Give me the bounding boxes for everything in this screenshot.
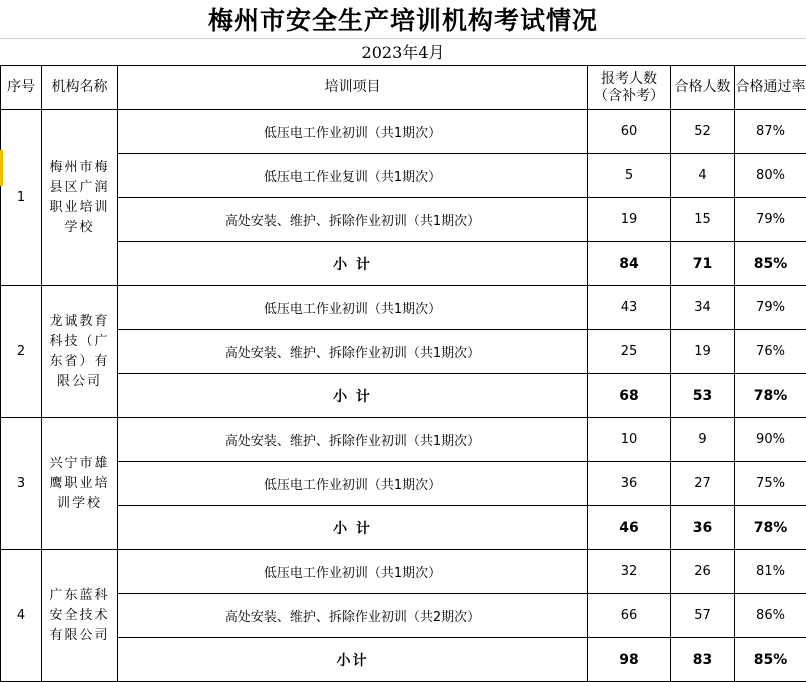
rate-cell: 79% <box>735 286 806 330</box>
subtitle-row <box>0 38 806 65</box>
passed-cell: 9 <box>671 418 735 462</box>
passed-cell: 34 <box>671 286 735 330</box>
subtotal-row <box>1 242 806 286</box>
subtotal-applicants: 84 <box>588 242 671 286</box>
subtotal-passed: 83 <box>671 638 735 682</box>
applicants-cell: 5 <box>588 154 671 198</box>
passed-cell: 15 <box>671 198 735 242</box>
subtotal-row <box>1 638 806 682</box>
table-row <box>1 594 806 638</box>
subtotal-rate: 78% <box>735 506 806 550</box>
table-row <box>1 286 806 330</box>
title-row <box>0 0 806 39</box>
org-name-cell: 广东蓝科安全技术有限公司 <box>42 550 118 682</box>
org-name-cell: 龙诚教育科技（广东省）有限公司 <box>42 286 118 418</box>
rate-cell: 80% <box>735 154 806 198</box>
rate-cell: 76% <box>735 330 806 374</box>
table-row <box>1 418 806 462</box>
exam-table <box>0 65 806 682</box>
program-cell: 低压电工作业初训（共1期次） <box>118 462 588 506</box>
header-org: 机构名称 <box>42 66 118 110</box>
applicants-cell: 25 <box>588 330 671 374</box>
program-cell: 高处安装、维护、拆除作业初训（共1期次） <box>118 198 588 242</box>
subtotal-passed: 36 <box>671 506 735 550</box>
passed-cell: 4 <box>671 154 735 198</box>
subtotal-row <box>1 506 806 550</box>
subtotal-label: 小 计 <box>118 242 588 286</box>
subtotal-rate: 78% <box>735 374 806 418</box>
passed-cell: 19 <box>671 330 735 374</box>
header-pass-rate: 合格通过率 <box>735 66 806 110</box>
program-cell: 低压电工作业复训（共1期次） <box>118 154 588 198</box>
table-row <box>1 462 806 506</box>
subtotal-applicants: 98 <box>588 638 671 682</box>
passed-cell: 57 <box>671 594 735 638</box>
subtotal-row <box>1 374 806 418</box>
applicants-cell: 66 <box>588 594 671 638</box>
report-date: 2023年4月 <box>362 40 445 63</box>
rate-cell: 81% <box>735 550 806 594</box>
applicants-cell: 32 <box>588 550 671 594</box>
rate-cell: 90% <box>735 418 806 462</box>
header-program: 培训项目 <box>118 66 588 110</box>
passed-cell: 26 <box>671 550 735 594</box>
page-title: 梅州市安全生产培训机构考试情况 <box>208 1 598 37</box>
rate-cell: 86% <box>735 594 806 638</box>
table-row <box>1 154 806 198</box>
table-row <box>1 550 806 594</box>
subtotal-rate: 85% <box>735 242 806 286</box>
subtotal-label: 小计 <box>118 638 588 682</box>
applicants-cell: 10 <box>588 418 671 462</box>
program-cell: 低压电工作业初训（共1期次） <box>118 110 588 154</box>
program-cell: 高处安装、维护、拆除作业初训（共2期次） <box>118 594 588 638</box>
table-row <box>1 330 806 374</box>
rate-cell: 79% <box>735 198 806 242</box>
header-passed: 合格人数 <box>671 66 735 110</box>
seq-cell: 1 <box>1 110 42 286</box>
passed-cell: 52 <box>671 110 735 154</box>
applicants-cell: 36 <box>588 462 671 506</box>
table-row <box>1 198 806 242</box>
passed-cell: 27 <box>671 462 735 506</box>
applicants-cell: 43 <box>588 286 671 330</box>
applicants-cell: 19 <box>588 198 671 242</box>
header-seq: 序号 <box>1 66 42 110</box>
rate-cell: 87% <box>735 110 806 154</box>
applicants-cell: 60 <box>588 110 671 154</box>
program-cell: 高处安装、维护、拆除作业初训（共1期次） <box>118 330 588 374</box>
subtotal-passed: 71 <box>671 242 735 286</box>
org-name-cell: 梅州市梅县区广润职业培训学校 <box>42 110 118 286</box>
subtotal-rate: 85% <box>735 638 806 682</box>
subtotal-label: 小 计 <box>118 374 588 418</box>
seq-cell: 4 <box>1 550 42 682</box>
seq-cell: 2 <box>1 286 42 418</box>
selection-marker <box>0 150 3 186</box>
subtotal-applicants: 46 <box>588 506 671 550</box>
subtotal-passed: 53 <box>671 374 735 418</box>
rate-cell: 75% <box>735 462 806 506</box>
seq-cell: 3 <box>1 418 42 550</box>
program-cell: 低压电工作业初训（共1期次） <box>118 286 588 330</box>
table-row <box>1 110 806 154</box>
org-name-cell: 兴宁市雄鹰职业培训学校 <box>42 418 118 550</box>
header-applicants: 报考人数（含补考） <box>588 66 671 110</box>
subtotal-label: 小 计 <box>118 506 588 550</box>
subtotal-applicants: 68 <box>588 374 671 418</box>
header-row <box>1 66 806 110</box>
program-cell: 低压电工作业初训（共1期次） <box>118 550 588 594</box>
program-cell: 高处安装、维护、拆除作业初训（共1期次） <box>118 418 588 462</box>
